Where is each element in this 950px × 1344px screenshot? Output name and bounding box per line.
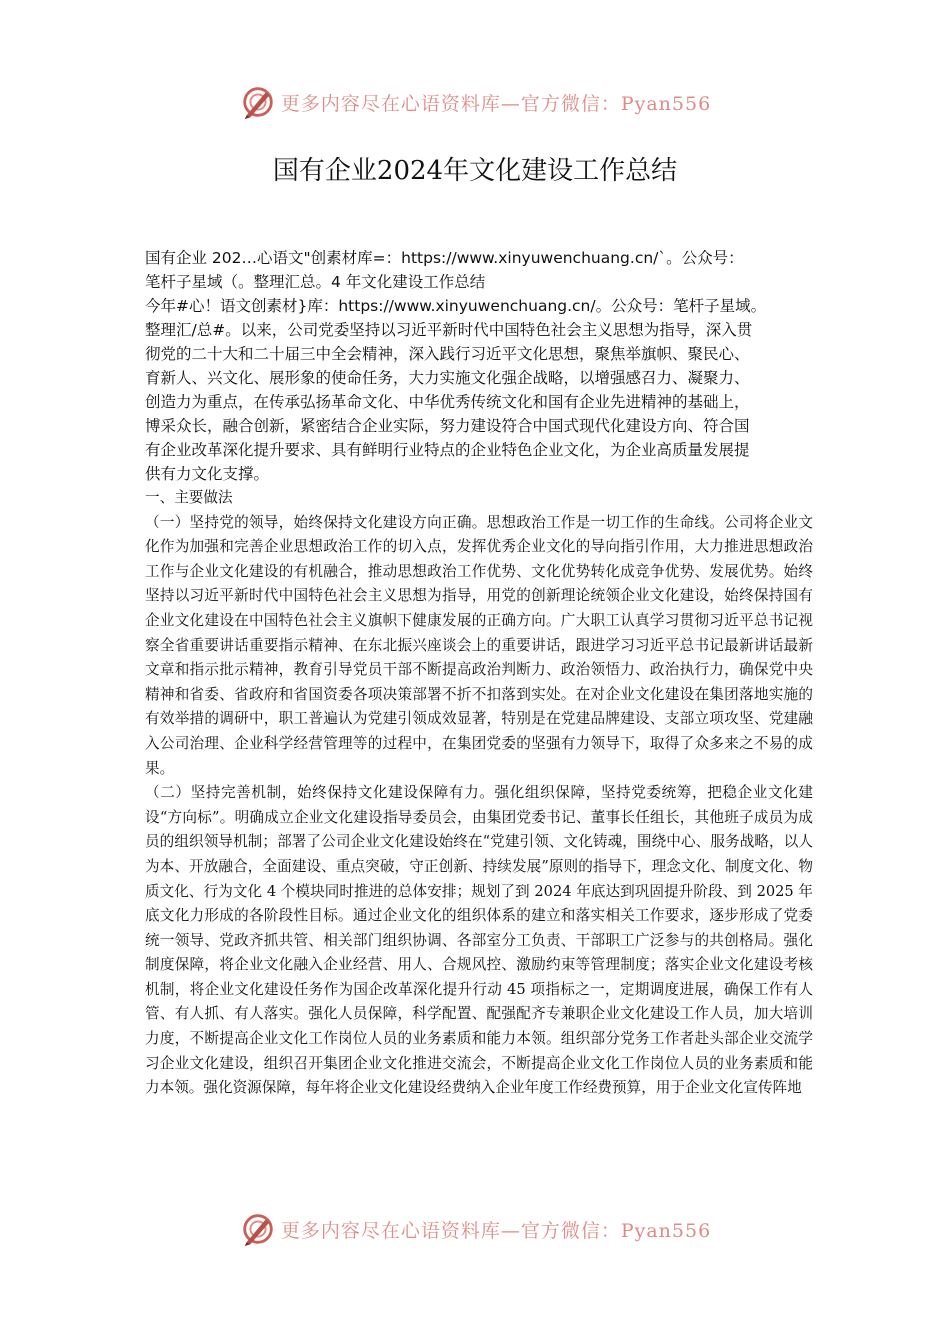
intro-line: 彻党的二十大和二十届三中全会精神，深入践行习近平文化思想，聚焦举旗帜、聚民心、: [145, 345, 750, 363]
intro-line: 博采众长，融合创新，紧密结合企业实际，努力建设符合中国式现代化建设方向、符合国: [145, 417, 750, 435]
section-heading: 一、主要做法: [145, 489, 233, 506]
paragraph-1: （一）坚持党的领导，始终保持文化建设方向正确。思想政治工作是一切工作的生命线。公司将企业文化作为加强和完善企业思想政治工作的切入点，发挥优秀企业文化的导向指引作用，大力推进思想政治工作与企业文化建设的有机融合，推动思想政治工作优势、文化优势转化成竞争优势、发展优势。始终坚持以习近平新时代中国特色社会主义思想为指导，用党的创新理论统领企业文化建设，始终保持国有企业文化建设在中国特色社会主义旗帜下健康发展的正确方向。广大职工认真学习贯彻习近平总书记视察全省重要讲话重要指示精神、在东北振兴座谈会上的重要讲话，跟进学习习近平总书记最新讲话最新文章和指示批示精神，教育引导党员干部不断提高政治判断力、政治领悟力、政治执行力，确保党中央精神和省委、省政府和省国资委各项决策部署不折不扣落到实处。在对企业文化建设在集团落地实施的有效举措的调研中，职工普遍认为党建引领成效显著，特别是在党建品牌建设、支部立项攻坚、党建融入公司治理、企业科学经营管理等的过程中，在集团党委的坚强有力领导下，取得了众多来之不易的成果。: [145, 513, 813, 777]
header-banner: [0, 80, 950, 124]
intro-line: 笔杆子星域（。整理汇总。4 年文化建设工作总结: [145, 273, 486, 291]
pen-logo-icon: [239, 83, 277, 121]
main-text: [145, 486, 813, 1101]
intro-line: 育新人、兴文化、展形象的使命任务，大力实施文化强企战略，以增强感召力、凝聚力、: [145, 369, 750, 387]
intro-line: 创造力为重点，在传承弘扬革命文化、中华优秀传统文化和国有企业先进精神的基础上，: [145, 393, 750, 411]
document-body: [145, 246, 813, 1101]
page-title: 国有企业2024年文化建设工作总结: [272, 156, 678, 186]
footer-banner-text: 更多内容尽在心语资料库—官方微信：Pyan556: [280, 1219, 712, 1242]
intro-line: 国有企业 202…心语文"创素材库=：https://www.xinyuwenchuang.cn/`。公众号：: [145, 249, 744, 267]
intro-line: 供有力文化支撑。: [145, 465, 270, 483]
intro-line: 有企业改革深化提升要求、具有鲜明行业特点的企业特色企业文化，为企业高质量发展提: [145, 441, 750, 459]
pen-logo-icon: [239, 1210, 277, 1248]
intro-line: 今年#心！语文创素材}库：https://www.xinyuwenchuang.cn/。公众号：笔杆子星域。: [145, 297, 767, 315]
footer-banner: [0, 1207, 950, 1251]
intro-block: [145, 246, 813, 486]
header-banner-text: 更多内容尽在心语资料库—官方微信：Pyan556: [280, 92, 712, 115]
paragraph-2: （二）坚持完善机制，始终保持文化建设保障有力。强化组织保障，坚持党委统筹，把稳企业文化建设“方向标”。明确成立企业文化建设指导委员会，由集团党委书记、董事长任组长，其他班子成员为成员的组织领导机制；部署了公司企业文化建设始终在“党建引领、文化铸魂，围绕中心、服务战略，以人为本、开放融合，全面建设、重点突破，守正创新、持续发展”原则的指导下，理念文化、制度文化、物质文化、行为文化 4 个模块同时推进的总体安排；规划了到 2024 年底达到巩固提升阶段、到 2025 年底文化力形成的各阶段性目标。通过企业文化的组织体系的建立和落实相关工作要求，逐步形成了党委统一领导、党政齐抓共管、相关部门组织协调、各部室分工负责、干部职工广泛参与的共创格局。强化制度保障，将企业文化融入企业经营、用人、合规风控、激励约束等管理制度；落实企业文化建设考核机制，将企业文化建设任务作为国企改革深化提升行动 45 项指标之一，定期调度进展，确保工作有人管、有人抓、有人落实。强化人员保障，科学配置、配强配齐专兼职企业文化建设工作人员，加大培训力度，不断提高企业文化工作岗位人员的业务素质和能力本领。组织部分党务工作者赴头部企业交流学习企业文化建设，组织召开集团企业文化推进交流会，不断提高企业文化工作岗位人员的业务素质和能力本领。强化资源保障，每年将企业文化建设经费纳入企业年度工作经费预算，用于企业文化宣传阵地: [145, 784, 813, 1097]
intro-line: 整理汇/总#。以来，公司党委坚持以习近平新时代中国特色社会主义思想为指导，深入贯: [145, 321, 753, 339]
